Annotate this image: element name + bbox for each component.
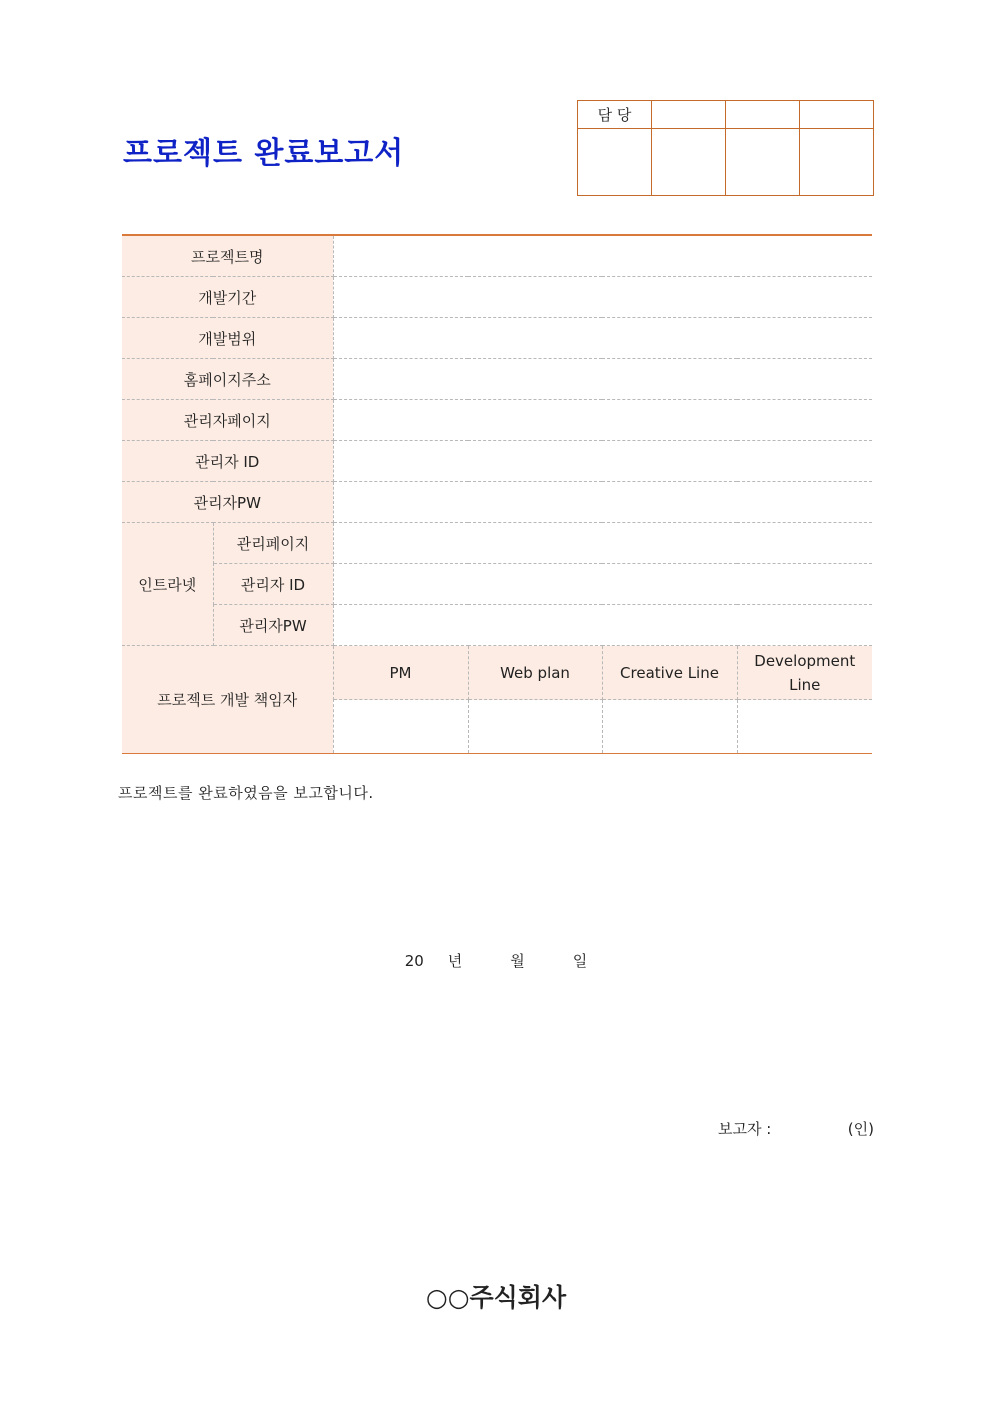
field-label-admin-pw: 관리자PW bbox=[122, 482, 333, 523]
field-row bbox=[122, 482, 872, 523]
intranet-row bbox=[122, 564, 872, 605]
document-title: 프로젝트 완료보고서 bbox=[123, 136, 405, 171]
field-label-dev-period: 개발기간 bbox=[122, 277, 333, 318]
role-header-pm: PM bbox=[333, 646, 468, 700]
field-label-admin-page: 관리자페이지 bbox=[122, 400, 333, 441]
project-info-table bbox=[122, 234, 872, 754]
approval-header-cell[interactable] bbox=[800, 101, 874, 129]
field-row bbox=[122, 359, 872, 400]
role-value-creative-line[interactable] bbox=[602, 700, 737, 754]
intranet-value-page[interactable] bbox=[333, 523, 872, 564]
intranet-sub-label-page: 관리페이지 bbox=[213, 523, 333, 564]
company-name: ○○주식회사 bbox=[425, 1283, 567, 1312]
approval-sign-cell[interactable] bbox=[800, 129, 874, 196]
field-row bbox=[122, 318, 872, 359]
intranet-value-admin-id[interactable] bbox=[333, 564, 872, 605]
field-row bbox=[122, 441, 872, 482]
intranet-row bbox=[122, 605, 872, 646]
role-header-web-plan: Web plan bbox=[468, 646, 602, 700]
field-value-project-name[interactable] bbox=[333, 235, 872, 277]
intranet-value-admin-pw[interactable] bbox=[333, 605, 872, 646]
field-value-dev-scope[interactable] bbox=[333, 318, 872, 359]
approval-sign-cell[interactable] bbox=[726, 129, 800, 196]
reporter-line bbox=[718, 1118, 874, 1139]
report-date bbox=[0, 950, 992, 971]
field-label-homepage-url: 홈페이지주소 bbox=[122, 359, 333, 400]
field-value-dev-period[interactable] bbox=[333, 277, 872, 318]
role-value-web-plan[interactable] bbox=[468, 700, 602, 754]
approval-sign-cell[interactable] bbox=[652, 129, 726, 196]
intranet-sub-label-admin-id: 관리자 ID bbox=[213, 564, 333, 605]
approval-header-cell[interactable] bbox=[652, 101, 726, 129]
responsible-header-row bbox=[122, 646, 872, 700]
date-year-prefix: 20 bbox=[404, 952, 424, 970]
field-row bbox=[122, 277, 872, 318]
responsible-label: 프로젝트 개발 책임자 bbox=[122, 646, 333, 754]
completion-statement: 프로젝트를 완료하였음을 보고합니다. bbox=[118, 784, 374, 802]
date-year-unit: 년 bbox=[447, 952, 463, 970]
field-value-homepage-url[interactable] bbox=[333, 359, 872, 400]
field-label-project-name: 프로젝트명 bbox=[122, 235, 333, 277]
role-value-pm[interactable] bbox=[333, 700, 468, 754]
approval-box bbox=[577, 100, 874, 196]
field-label-admin-id: 관리자 ID bbox=[122, 441, 333, 482]
field-row bbox=[122, 235, 872, 277]
seal-mark: (인) bbox=[847, 1120, 874, 1138]
field-label-dev-scope: 개발범위 bbox=[122, 318, 333, 359]
role-header-development-line: Development Line bbox=[737, 646, 872, 700]
field-row bbox=[122, 400, 872, 441]
approval-header-label: 담 당 bbox=[578, 101, 652, 129]
field-value-admin-id[interactable] bbox=[333, 441, 872, 482]
intranet-label: 인트라넷 bbox=[122, 523, 213, 646]
field-value-admin-page[interactable] bbox=[333, 400, 872, 441]
date-month-unit: 월 bbox=[510, 952, 525, 970]
approval-sign-cell[interactable] bbox=[578, 129, 652, 196]
role-value-development-line[interactable] bbox=[737, 700, 872, 754]
intranet-sub-label-admin-pw: 관리자PW bbox=[213, 605, 333, 646]
date-day-unit: 일 bbox=[572, 952, 588, 970]
approval-header-cell[interactable] bbox=[726, 101, 800, 129]
intranet-row bbox=[122, 523, 872, 564]
reporter-label: 보고자 : bbox=[718, 1120, 772, 1138]
field-value-admin-pw[interactable] bbox=[333, 482, 872, 523]
role-header-creative-line: Creative Line bbox=[602, 646, 737, 700]
